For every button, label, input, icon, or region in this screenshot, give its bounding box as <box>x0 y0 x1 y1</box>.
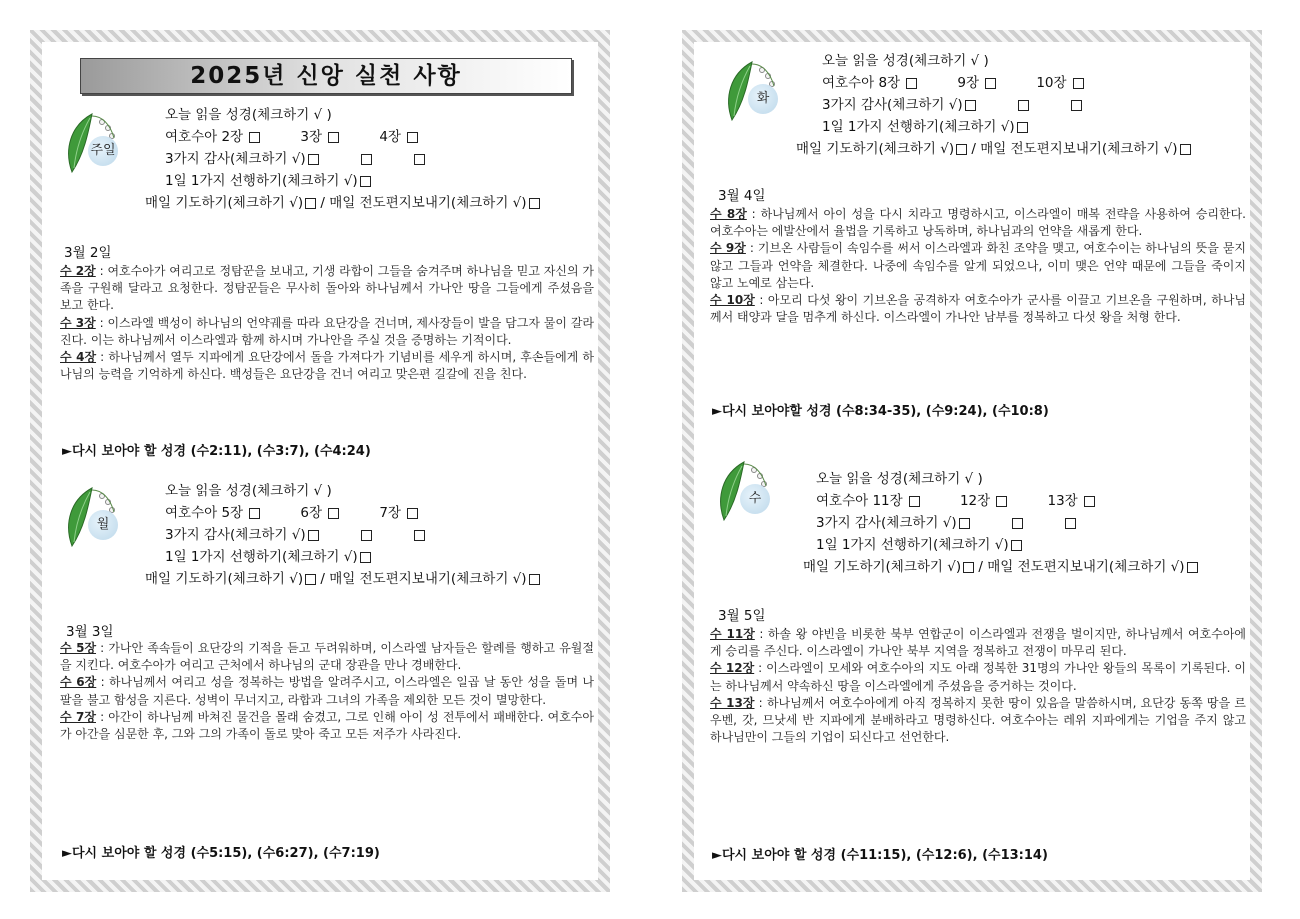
checkbox[interactable] <box>1084 496 1095 507</box>
checkbox[interactable] <box>328 132 339 143</box>
checkbox[interactable] <box>249 132 260 143</box>
day-label: 수 <box>740 484 770 514</box>
checkbox[interactable] <box>529 574 540 585</box>
chapter-summary: 수 2장 : 여호수아가 여리고로 정탐꾼을 보내고, 기생 라합이 그들을 숨겨주며 하나님을 믿고 자신의 가족을 구원해 달라고 요청한다. 정탐꾼들은 무사히 돌아와 하나님께서 가나안 땅을 그들에게 주셨음을 보고 한다. <box>60 264 594 313</box>
checkbox[interactable] <box>361 530 372 541</box>
checkbox[interactable] <box>956 144 967 155</box>
chapter-summary: 수 9장 : 기브온 사람들이 속임수를 써서 이스라엘과 화친 조약을 맺고, 여호수이는 하나님의 뜻을 묻지 않고 그들과 언약을 체결한다. 나중에 속임수를 알게 되었으나, 이미 맺은 언약 때문에 그들을 죽이지 않고 노예로 삼는다. <box>710 241 1246 290</box>
day-label: 주일 <box>88 136 118 166</box>
checkbox[interactable] <box>963 562 974 573</box>
read-label: 오늘 읽을 성경(체크하기 √ ) <box>165 107 332 123</box>
lily-leaf-icon <box>62 110 126 176</box>
chapter-label: 수 10장 <box>710 293 755 308</box>
chapter-label: 수 5장 <box>60 641 97 655</box>
checklist <box>803 468 1198 578</box>
chapter-label: 수 8장 <box>710 207 747 221</box>
read-label: 오늘 읽을 성경(체크하기 √ ) <box>822 53 989 69</box>
prayer-evangel-checklist: 매일 기도하기(체크하기 √) / 매일 전도편지보내기(체크하기 √) <box>803 556 1198 578</box>
chapter-summary: 수 4장 : 하나님께서 열두 지파에게 요단강에서 돌을 가져다가 기념비를 세우게 하시며, 후손들에게 하나님의 능력을 기억하게 하신다. 백성들은 요단강을 건너 여리고 맞은편 길갈에 진을 친다. <box>60 350 594 382</box>
chapter-summary: 수 5장 : 가나안 족속들이 요단강의 기적을 듣고 두려워하며, 이스라엘 남자들은 할례를 행하고 유월절을 지킨다. 여호수아가 여리고 근처에서 하나님의 군대 장관을 만나 경배한다. <box>60 641 594 673</box>
good-deed-checklist: 1일 1가지 선행하기(체크하기 √) <box>822 116 1191 138</box>
read-label: 오늘 읽을 성경(체크하기 √ ) <box>816 471 983 487</box>
reading-date: 3월 2일 <box>64 245 112 261</box>
thanks-checklist: 3가지 감사(체크하기 √) <box>165 148 540 170</box>
review-verses: ►다시 보아야 할 성경 (수5:15), (수6:27), (수7:19) <box>62 846 380 861</box>
chapter-summary: 수 10장 : 아모리 다섯 왕이 기브온을 공격하자 여호수아가 군사를 이끌고 기브온을 구원하며, 하나님께서 태양과 달을 멈추게 하신다. 이스라엘이 가나안 남부를 정복하고 다섯 왕을 처형 한다. <box>710 293 1247 325</box>
thanks-checklist: 3가지 감사(체크하기 √) <box>816 512 1198 534</box>
checkbox[interactable] <box>1073 78 1084 89</box>
day-label: 월 <box>88 510 118 540</box>
chapter-summary: 수 6장 : 하나님께서 여리고 성을 정복하는 방법을 알려주시고, 이스라엘은 일곱 날 동안 성을 돌며 나팔을 불고 함성을 지른다. 성벽이 무너지고, 라합과 그녀의 가족을 제외한 모든 것이 멸망한다. <box>60 675 595 707</box>
checkbox[interactable] <box>308 530 319 541</box>
chapter-label: 수 3장 <box>60 315 96 330</box>
checkbox[interactable] <box>965 100 976 111</box>
reading-date: 3월 5일 <box>718 608 766 624</box>
prayer-evangel-checklist: 매일 기도하기(체크하기 √) / 매일 전도편지보내기(체크하기 √) <box>796 138 1191 160</box>
chapter-summaries <box>710 206 1246 326</box>
checkbox[interactable] <box>1012 518 1023 529</box>
good-deed-checklist: 1일 1가지 선행하기(체크하기 √) <box>165 546 540 568</box>
page-title: 2025년 신앙 실천 사항 <box>80 58 572 94</box>
checkbox[interactable] <box>959 518 970 529</box>
reading-date: 3월 3일 <box>66 624 114 640</box>
checkbox[interactable] <box>1065 518 1076 529</box>
checkbox[interactable] <box>1187 562 1198 573</box>
lily-leaf-icon <box>714 458 778 524</box>
chapter-label: 수 7장 <box>60 709 96 724</box>
checkbox[interactable] <box>1071 100 1082 111</box>
chapter-label: 수 12장 <box>710 661 755 676</box>
checkbox[interactable] <box>407 508 418 519</box>
chapter-checklist: 여호수아 2장 3장 4장 <box>165 126 540 148</box>
chapter-label: 수 9장 <box>710 241 746 256</box>
checkbox[interactable] <box>414 154 425 165</box>
chapter-label: 수 6장 <box>60 675 97 690</box>
thanks-checklist: 3가지 감사(체크하기 √) <box>822 94 1191 116</box>
review-verses: ►다시 보아야 할 성경 (수2:11), (수3:7), (수4:24) <box>62 444 371 459</box>
chapter-label: 수 4장 <box>60 350 97 365</box>
checklist <box>145 480 540 590</box>
chapter-label: 수 13장 <box>710 695 755 710</box>
checkbox[interactable] <box>360 176 371 187</box>
chapter-summaries <box>60 263 594 383</box>
chapter-checklist: 여호수아 5장 6장 7장 <box>165 502 540 524</box>
good-deed-checklist: 1일 1가지 선행하기(체크하기 √) <box>816 534 1198 556</box>
review-verses: ►다시 보아야할 성경 (수8:34-35), (수9:24), (수10:8) <box>712 404 1049 419</box>
prayer-evangel-checklist: 매일 기도하기(체크하기 √) / 매일 전도편지보내기(체크하기 √) <box>145 568 540 590</box>
checkbox[interactable] <box>1018 100 1029 111</box>
review-verses: ►다시 보아야 할 성경 (수11:15), (수12:6), (수13:14) <box>712 848 1048 863</box>
checklist <box>796 50 1191 160</box>
chapter-checklist: 여호수아 8장 9장 10장 <box>822 72 1191 94</box>
chapter-summaries <box>710 626 1246 746</box>
checkbox[interactable] <box>529 198 540 209</box>
chapter-summary: 수 3장 : 이스라엘 백성이 하나님의 언약궤를 따라 요단강을 건너며, 제사장들이 발을 담그자 물이 갈라진다. 이는 하나님께서 이스라엘과 함께 하시며 가나안을 주실 것을 증명하는 기적이다. <box>60 315 594 347</box>
chapter-summary: 수 13장 : 하나님께서 여호수아에게 아직 정복하지 못한 땅이 있음을 말씀하시며, 요단강 동쪽 땅을 르우벤, 갓, 므낫세 반 지파에게 분배하라고 명령하신다. 여호수아는 레위 지파에게는 기업을 주지 않고 하나님만이 그들의 기업이 되신다고 선언한다. <box>710 695 1247 745</box>
checkbox[interactable] <box>985 78 996 89</box>
chapter-summaries <box>60 640 594 743</box>
checkbox[interactable] <box>308 154 319 165</box>
checkbox[interactable] <box>996 496 1007 507</box>
lily-leaf-icon <box>62 484 126 550</box>
checkbox[interactable] <box>305 198 316 209</box>
lily-leaf-icon <box>722 58 786 124</box>
chapter-checklist: 여호수아 11장 12장 13장 <box>816 490 1198 512</box>
read-label: 오늘 읽을 성경(체크하기 √ ) <box>165 483 332 499</box>
checkbox[interactable] <box>1011 540 1022 551</box>
chapter-summary: 수 12장 : 이스라엘이 모세와 여호수아의 지도 아래 정복한 31명의 가나안 왕들의 목록이 기록된다. 이는 하나님께서 약속하신 땅을 이스라엘에게 주셨음을 증거하는 것이다. <box>710 661 1247 693</box>
reading-date: 3월 4일 <box>718 188 766 204</box>
checkbox[interactable] <box>407 132 418 143</box>
checkbox[interactable] <box>249 508 260 519</box>
chapter-label: 수 11장 <box>710 627 755 641</box>
checkbox[interactable] <box>328 508 339 519</box>
checkbox[interactable] <box>361 154 372 165</box>
good-deed-checklist: 1일 1가지 선행하기(체크하기 √) <box>165 170 540 192</box>
checkbox[interactable] <box>360 552 371 563</box>
checkbox[interactable] <box>906 78 917 89</box>
chapter-summary: 수 7장 : 아간이 하나님께 바쳐진 물건을 몰래 숨겼고, 그로 인해 아이 성 전투에서 패배한다. 여호수아가 아간을 심문한 후, 그와 그의 가족이 돌로 맞아 죽고 모든 저주가 사라진다. <box>60 709 594 742</box>
day-label: 화 <box>748 84 778 114</box>
checkbox[interactable] <box>305 574 316 585</box>
checkbox[interactable] <box>414 530 425 541</box>
chapter-summary: 수 11장 : 하솔 왕 야빈을 비롯한 북부 연합군이 이스라엘과 전쟁을 벌이지만, 하나님께서 여호수아에게 승리를 주신다. 이스라엘이 가나안 북부 지역을 정복하고 전쟁이 마무리 된다. <box>710 627 1247 659</box>
thanks-checklist: 3가지 감사(체크하기 √) <box>165 524 540 546</box>
chapter-label: 수 2장 <box>60 264 96 278</box>
checkbox[interactable] <box>1017 122 1028 133</box>
chapter-summary: 수 8장 : 하나님께서 아이 성을 다시 치라고 명령하시고, 이스라엘이 매복 전략을 사용하여 승리한다. 여호수아는 에발산에서 율법을 기록하고 낭독하며, 하나님과의 언약을 새롭게 한다. <box>710 207 1247 239</box>
checklist <box>145 104 540 214</box>
checkbox[interactable] <box>909 496 920 507</box>
prayer-evangel-checklist: 매일 기도하기(체크하기 √) / 매일 전도편지보내기(체크하기 √) <box>145 192 540 214</box>
checkbox[interactable] <box>1180 144 1191 155</box>
